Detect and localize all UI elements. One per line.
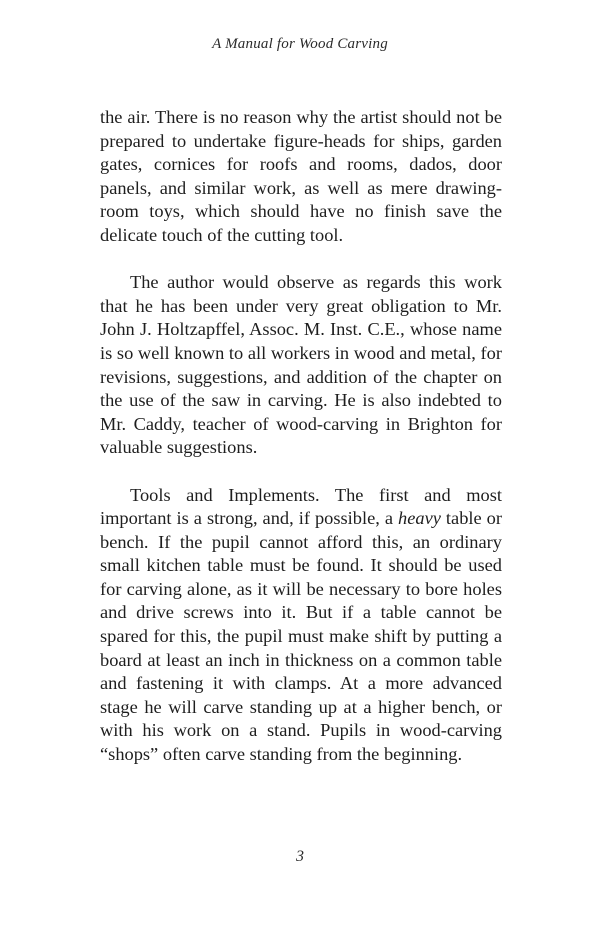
paragraph-text-after-emphasis: table or bench. If the pupil cannot afford this, an ordinary small kitchen table must be found. It should be used for carving alone, as it will be necessary to bore holes and drive screws into it. But if a table cannot be spared for this, the pupil must make shift by putting a board at least an inch in thickness on a common table and fastening it with clamps. At a more advanced stage he will carve standing up at a higher bench, or with his work on a stand. Pupils in wood-carving “shops” often carve standing from the beginning. <box>100 508 503 765</box>
page-number: 3 <box>296 848 304 865</box>
paragraph-tools-and-implements <box>100 484 502 767</box>
paragraph-continuation: the air. There is no reason why the artist should not be prepared to undertake figure-heads for ships, garden gates, cornices for roofs and rooms, dados, door panels, and similar work, as well as mere drawing-room toys, which should have no finish save the delicate touch of the cutting tool. <box>100 107 502 245</box>
emphasized-word: heavy <box>398 508 441 529</box>
body-text <box>100 106 502 767</box>
paragraph-acknowledgements: The author would observe as regards this work that he has been under very great obligation to Mr. John J. Holtzapffel, Assoc. M. Inst. C.E., whose name is so well known to all workers in wood and metal, for revisions, suggestions, and addition of the chapter on the use of the saw in carving. He is also indebted to Mr. Caddy, teacher of wood-carving in Brighton for valuable suggestions. <box>100 272 502 458</box>
paragraph-text-before-emphasis: Tools and Implements. The first and most important is a strong, and, if possible, a <box>100 484 502 529</box>
running-head: A Manual for Wood Carving <box>212 36 388 52</box>
